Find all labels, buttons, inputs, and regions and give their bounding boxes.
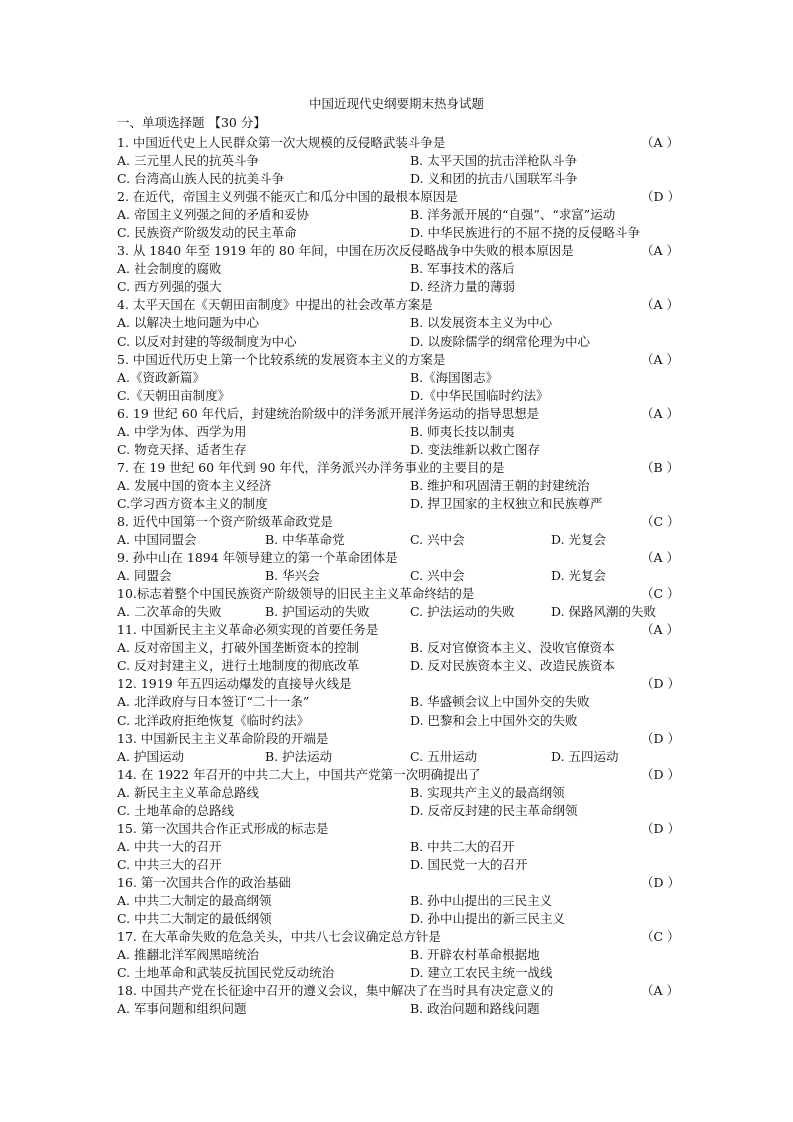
option-a: A. 发展中国的资本主义经济 (117, 477, 272, 493)
option-b: B. 政治问题和路线问题 (410, 1001, 540, 1017)
option-row (117, 369, 677, 387)
question-stem-row (117, 585, 680, 603)
option-b: B. 护国运动的失败 (265, 604, 370, 620)
option-row (117, 495, 677, 513)
option-d: D. 以废除儒学的纲常伦理为中心 (410, 333, 591, 349)
question-stem: 5. 中国近代历史上第一个比较系统的发展资本主义的方案是 (117, 351, 446, 367)
option-row (117, 856, 677, 874)
question-stem-row (117, 621, 680, 639)
answer-mark: （A ） (641, 243, 680, 259)
question-stem: 1. 中国近代史上人民群众第一次大规模的反侵略武装斗争是 (117, 135, 446, 150)
question-stem: 14. 在 1922 年召开的中共二大上，中国共产党第一次明确提出了 (117, 766, 481, 782)
option-a: A. 以解决土地问题为中心 (117, 315, 259, 331)
page-title: 中国近现代史纲要期末热身试题 (308, 96, 484, 111)
option-b: B. 维护和巩固清王朝的封建统治 (410, 477, 590, 493)
option-d: D. 反帝反封建的民主革命纲领 (410, 802, 578, 818)
option-b: B. 师夷长技以制夷 (410, 423, 515, 439)
option-d: D. 五四运动 (551, 748, 619, 764)
option-c: C. 土地革命和武装反抗国民党反动统治 (117, 965, 335, 981)
option-b: B.《海国图志》 (410, 369, 499, 385)
option-row (117, 531, 677, 549)
question-stem: 10.标志着整个中国民族资产阶级领导的旧民主主义革命终结的是 (117, 586, 475, 602)
option-row (117, 892, 677, 910)
answer-mark: （A ） (641, 983, 680, 999)
answer-mark: （B ） (641, 459, 680, 475)
option-row (117, 712, 677, 730)
option-a: A. 三元里人民的抗英斗争 (117, 153, 259, 169)
option-row (117, 423, 677, 441)
option-d: D.《中华民国临时约法》 (410, 387, 549, 403)
answer-mark: （A ） (641, 351, 680, 367)
answer-mark: （D ） (641, 766, 680, 782)
option-b: B. 华兴会 (265, 568, 320, 584)
question-stem: 9. 孙中山在 1894 年领导建立的第一个革命团体是 (117, 550, 398, 566)
option-row (117, 477, 677, 495)
question-stem-row (117, 296, 680, 314)
option-a: A. 推翻北洋军阀黑暗统治 (117, 947, 259, 963)
option-row (117, 946, 677, 964)
answer-mark: （A ） (641, 297, 680, 313)
question-stem: 16. 第一次国共合作的政治基础 (117, 874, 291, 890)
option-a: A. 中共二大制定的最高纲领 (117, 892, 272, 908)
question-list (117, 134, 680, 1018)
option-a: A. 中学为体、西学为用 (117, 423, 247, 439)
option-a: A. 护国运动 (117, 748, 184, 764)
option-a: A. 中国同盟会 (117, 532, 197, 548)
question-stem-row (117, 242, 680, 260)
option-row (117, 314, 677, 332)
option-b: B. 华盛顿会议上中国外交的失败 (410, 694, 590, 710)
answer-mark: （D ） (641, 730, 680, 746)
option-b: B. 中共二大的召开 (410, 838, 515, 854)
question-stem-row (117, 874, 680, 892)
option-row (117, 802, 677, 820)
question-stem: 8. 近代中国第一个资产阶级革命政党是 (117, 513, 333, 529)
option-c: C. 五卅运动 (410, 748, 478, 764)
option-d: D. 建立工农民主统一战线 (410, 965, 553, 981)
option-row (117, 784, 677, 802)
question-stem: 13. 中国新民主主义革命阶段的开端是 (117, 730, 329, 746)
option-a: A. 新民主主义革命总路线 (117, 784, 259, 800)
option-d: D. 孙中山提出的新三民主义 (410, 911, 566, 927)
question-stem-row (117, 513, 680, 531)
option-row (117, 152, 677, 170)
question-stem-row (117, 549, 680, 567)
option-d: D. 经济力量的薄弱 (410, 279, 516, 295)
option-d: D. 中华民族进行的不屈不挠的反侵略斗争 (410, 225, 641, 241)
option-c: C. 中共三大的召开 (117, 856, 222, 872)
question-stem: 6. 19 世纪 60 年代后，封建统治阶级中的洋务派开展洋务运动的指导思想是 (117, 405, 540, 421)
answer-mark: （A ） (641, 135, 680, 150)
option-d: D. 巴黎和会上中国外交的失败 (410, 712, 578, 728)
option-c: C. 兴中会 (410, 568, 465, 584)
option-d: D. 义和团的抗击八国联军斗争 (410, 171, 578, 187)
question-stem-row (117, 351, 680, 369)
option-a: A.《资政新篇》 (117, 369, 206, 385)
answer-mark: （A ） (641, 405, 680, 421)
option-b: B. 太平天国的抗击洋枪队斗争 (410, 153, 578, 169)
question-stem: 7. 在 19 世纪 60 年代到 90 年代，洋务派兴办洋务事业的主要目的是 (117, 459, 505, 475)
option-a: A. 帝国主义列强之间的矛盾和妥协 (117, 207, 309, 223)
option-c: C. 土地革命的总路线 (117, 802, 235, 818)
question-stem: 15. 第一次国共合作正式形成的标志是 (117, 820, 329, 836)
question-stem-row (117, 982, 680, 1000)
option-row (117, 910, 677, 928)
answer-mark: （C ） (641, 513, 680, 529)
option-row (117, 260, 677, 278)
option-c: C. 反对封建主义，进行土地制度的彻底改革 (117, 658, 360, 674)
question-stem: 3. 从 1840 年至 1919 年的 80 年间，中国在历次反侵略战争中失败的根本原因是 (117, 243, 574, 259)
option-row (117, 964, 677, 982)
answer-mark: （A ） (641, 550, 680, 566)
question-stem-row (117, 766, 680, 784)
option-b: B. 洋务派开展的“自强”、“求富”运动 (410, 207, 616, 223)
answer-mark: （D ） (641, 676, 680, 692)
option-d: D. 光复会 (551, 532, 607, 548)
option-row (117, 603, 677, 621)
option-a: A. 同盟会 (117, 568, 172, 584)
option-b: B. 护法运动 (265, 748, 333, 764)
option-c: C. 以反对封建的等级制度为中心 (117, 333, 297, 349)
option-a: A. 军事问题和组织问题 (117, 1001, 247, 1017)
answer-mark: （D ） (641, 189, 680, 205)
option-c: C. 台湾高山族人民的抗美斗争 (117, 171, 285, 187)
option-c: C.《天朝田亩制度》 (117, 387, 231, 403)
option-a: A. 二次革命的失败 (117, 604, 222, 620)
option-c: C. 护法运动的失败 (410, 604, 515, 620)
option-d: D. 光复会 (551, 568, 607, 584)
question-stem: 2. 在近代，帝国主义列强不能灭亡和瓜分中国的最根本原因是 (117, 189, 458, 205)
option-row (117, 224, 677, 242)
option-row (117, 639, 677, 657)
option-row (117, 387, 677, 405)
option-row (117, 278, 677, 296)
option-a: A. 中共一大的召开 (117, 838, 222, 854)
section-heading: 一、单项选择题 【30 分】 (117, 115, 266, 130)
option-row (117, 170, 677, 188)
option-b: B. 开辟农村革命根据地 (410, 947, 540, 963)
option-row (117, 1000, 677, 1018)
question-stem: 4. 太平天国在《天朝田亩制度》中提出的社会改革方案是 (117, 297, 433, 313)
option-b: B. 以发展资本主义为中心 (410, 315, 553, 331)
question-stem-row (117, 188, 680, 206)
question-stem-row (117, 675, 680, 693)
option-row (117, 693, 677, 711)
question-stem: 12. 1919 年五四运动爆发的直接导火线是 (117, 676, 352, 692)
option-b: B. 中华革命党 (265, 532, 345, 548)
option-d: D. 反对民族资本主义、改造民族资本 (410, 658, 616, 674)
option-row (117, 441, 677, 459)
answer-mark: （D ） (641, 820, 680, 836)
question-stem: 11. 中国新民主主义革命必须实现的首要任务是 (117, 622, 379, 638)
option-c: C. 民族资产阶级发动的民主革命 (117, 225, 297, 241)
option-b: B. 军事技术的落后 (410, 261, 515, 277)
answer-mark: （D ） (641, 874, 680, 890)
option-a: A. 北洋政府与日本签订“二十一条” (117, 694, 310, 710)
question-stem-row (117, 730, 680, 748)
option-d: D. 保路风潮的失败 (551, 604, 657, 620)
option-b: B. 反对官僚资本主义、没收官僚资本 (410, 640, 615, 656)
option-c: C. 北洋政府拒绝恢复《临时约法》 (117, 712, 310, 728)
option-row (117, 748, 677, 766)
question-stem: 18. 中国共产党在长征途中召开的遵义会议，集中解决了在当时具有决定意义的 (117, 983, 554, 999)
option-b: B. 实现共产主义的最高纲领 (410, 784, 565, 800)
option-c: C. 物竞天择、适者生存 (117, 441, 247, 457)
question-stem-row (117, 134, 680, 152)
question-stem-row (117, 820, 680, 838)
option-c: C.学习西方资本主义的制度 (117, 495, 268, 511)
option-a: A. 社会制度的腐败 (117, 261, 222, 277)
option-c: C. 西方列强的强大 (117, 279, 222, 295)
question-stem-row (117, 405, 680, 423)
option-d: D. 捍卫国家的主权独立和民族尊严 (410, 495, 603, 511)
option-row (117, 567, 677, 585)
option-row (117, 657, 677, 675)
option-row (117, 206, 677, 224)
option-d: D. 变法维新以救亡图存 (410, 441, 541, 457)
option-c: C. 中共二大制定的最低纲领 (117, 911, 272, 927)
option-row (117, 333, 677, 351)
question-stem-row (117, 459, 680, 477)
answer-mark: （C ） (641, 929, 680, 945)
option-row (117, 838, 677, 856)
question-stem: 17. 在大革命失败的危急关头，中共八七会议确定总方针是 (117, 929, 441, 945)
answer-mark: （A ） (641, 622, 680, 638)
option-d: D. 国民党一大的召开 (410, 856, 528, 872)
option-b: B. 孙中山提出的三民主义 (410, 892, 553, 908)
option-a: A. 反对帝国主义，打破外国垄断资本的控制 (117, 640, 359, 656)
question-stem-row (117, 928, 680, 946)
answer-mark: （C ） (641, 586, 680, 602)
option-c: C. 兴中会 (410, 532, 465, 548)
